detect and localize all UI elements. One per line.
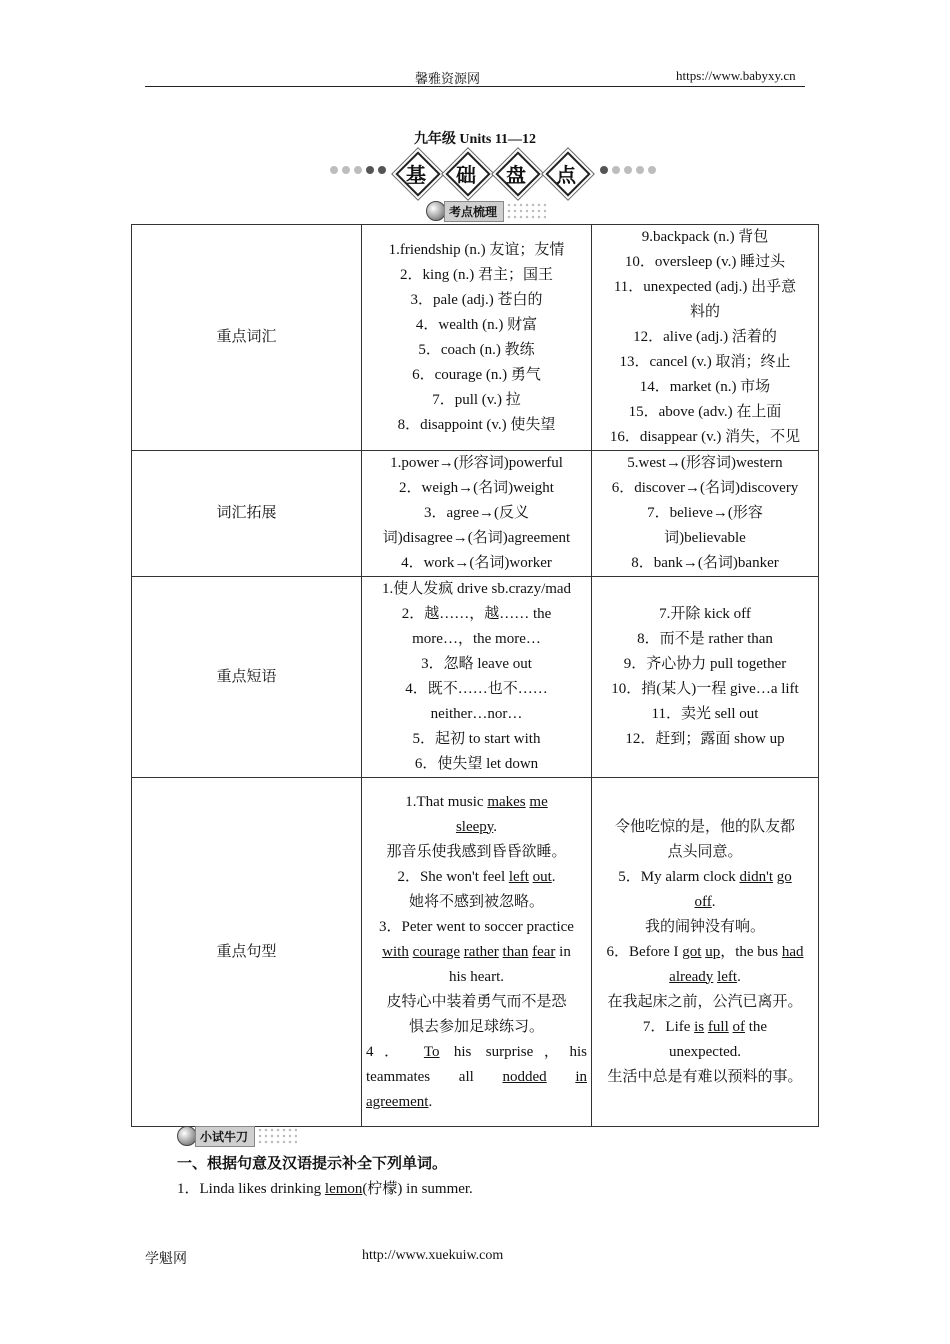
list-item: 12．赶到；露面 show up xyxy=(625,731,785,747)
translation: 皮特心中装着勇气而不是恐 xyxy=(386,993,567,1010)
text: . xyxy=(493,818,498,835)
header-divider xyxy=(145,86,805,87)
list-item: 8．disappoint (v.) 使失望 xyxy=(397,416,556,433)
translation: 在我起床之前，公汽已离开。 xyxy=(607,993,803,1010)
banner-dots-left xyxy=(330,166,386,174)
list-item: 6．courage (n.) 勇气 xyxy=(412,366,541,383)
banner-char: 础 xyxy=(456,163,476,187)
answer-word: got xyxy=(682,943,702,960)
answer-word: go xyxy=(776,868,792,885)
banner-char: 点 xyxy=(556,163,576,187)
exercise-instruction: 一、根据句意及汉语提示补全下列单词。 xyxy=(177,1154,448,1172)
footer-url[interactable]: http://www.xuekuiw.com xyxy=(362,1248,504,1263)
banner-char: 盘 xyxy=(506,163,526,187)
list-item: 7.开除 kick off xyxy=(659,606,751,622)
answer-word: left xyxy=(508,868,529,885)
row-label: 词汇拓展 xyxy=(132,451,362,577)
sentence-line xyxy=(596,1015,814,1040)
answer-word: already xyxy=(669,968,714,985)
list-item: 8．而不是 rather than xyxy=(637,631,773,647)
list-item: 6．discover→(名词)discovery xyxy=(611,480,799,496)
banner-diamond xyxy=(546,152,586,192)
row-label: 重点短语 xyxy=(132,577,362,778)
banner-dot xyxy=(612,166,620,174)
exercise-question xyxy=(177,1177,473,1198)
banner-dot xyxy=(648,166,656,174)
sentences-col-2 xyxy=(592,778,819,1127)
sentence-line xyxy=(366,815,587,840)
answer-word: had xyxy=(781,943,804,960)
list-item: 11．unexpected (adj.) 出乎意 xyxy=(613,279,797,295)
banner-diamond xyxy=(496,152,536,192)
list-item: 1.使人发疯 drive sb.crazy/mad xyxy=(381,581,572,597)
banner-dot xyxy=(354,166,362,174)
header-site-name: 馨雅资源网 xyxy=(415,71,481,86)
translation: 令他吃惊的是，他的队友都 xyxy=(614,818,795,835)
table-row xyxy=(132,451,819,577)
list-item: 3．pale (adj.) 苍白的 xyxy=(410,291,543,308)
sentence-line xyxy=(596,890,814,915)
list-item: 4．wealth (n.) 财富 xyxy=(415,316,538,333)
banner-dot xyxy=(636,166,644,174)
table-row xyxy=(132,225,819,451)
banner-char: 基 xyxy=(406,163,426,187)
list-item: 7．pull (v.) 拉 xyxy=(432,391,521,408)
footer-site-name: 学魁网 xyxy=(145,1252,187,1267)
section-tag-label: 小试牛刀 xyxy=(195,1126,255,1147)
list-item: 2．king (n.) 君主；国王 xyxy=(400,266,553,283)
answer-word: fear xyxy=(532,943,556,960)
stars-decoration xyxy=(506,202,546,220)
answer-word: agreement xyxy=(366,1093,429,1110)
list-item: 13．cancel (v.) 取消；终止 xyxy=(619,354,791,370)
answer-word: with xyxy=(382,943,409,960)
list-item: 5．coach (n.) 教练 xyxy=(418,341,535,358)
answer-word: rather xyxy=(463,943,499,960)
list-item: 4．既不……也不…… xyxy=(405,681,548,697)
phrases-col-2 xyxy=(592,577,819,778)
translation: 惧去参加足球练习。 xyxy=(408,1018,544,1035)
translation: 点头同意。 xyxy=(667,843,743,860)
list-item: 1.power→(形容词)powerful xyxy=(390,455,563,471)
list-item: 8．bank→(名词)banker xyxy=(631,555,779,571)
answer-word: full xyxy=(707,1018,729,1035)
list-item: 14．market (n.) 市场 xyxy=(639,379,771,395)
text: 7．Life xyxy=(642,1018,695,1035)
banner-dot xyxy=(624,166,632,174)
text: . xyxy=(551,868,556,885)
sentence-line: his heart. xyxy=(449,968,504,985)
sentence-line: unexpected. xyxy=(668,1043,742,1060)
text: 4． xyxy=(366,1043,410,1060)
text: 1.That music xyxy=(405,793,488,810)
list-item: 12．alive (adj.) 活着的 xyxy=(633,329,777,345)
list-item: 5.west→(形容词)western xyxy=(627,455,783,471)
banner-dot xyxy=(342,166,350,174)
answer-word: up xyxy=(705,943,721,960)
section-tag-xiaoshi xyxy=(177,1125,297,1147)
list-item: 词)disagree→(名词)agreement xyxy=(382,530,571,546)
text: 6．Before I xyxy=(606,943,683,960)
answer-word: of xyxy=(732,1018,745,1035)
answer-word: didn't xyxy=(739,868,773,885)
row-label: 重点词汇 xyxy=(132,225,362,451)
translation: 生活中总是有难以预料的事。 xyxy=(607,1068,803,1085)
banner-dots-right xyxy=(600,166,656,174)
ball-icon xyxy=(177,1126,197,1146)
list-item: 7．believe→(形容 xyxy=(647,505,763,521)
section-tag-label: 考点梳理 xyxy=(444,201,504,222)
phrases-col-1 xyxy=(362,577,592,778)
sentence-line xyxy=(366,865,587,890)
list-item: neither…nor… xyxy=(430,706,523,722)
answer-word: sleepy xyxy=(455,818,494,835)
row-label: 重点句型 xyxy=(132,778,362,1127)
answer-word: than xyxy=(502,943,529,960)
text: teammates all xyxy=(366,1068,474,1085)
banner-diamond xyxy=(446,152,486,192)
section-banner xyxy=(328,150,660,194)
section-tag-kaodian xyxy=(426,200,546,222)
list-item: 15．above (adv.) 在上面 xyxy=(628,404,782,420)
translation: 她将不感到被忽略。 xyxy=(408,893,544,910)
list-item: more…，the more… xyxy=(412,631,541,647)
list-item: 10．oversleep (v.) 睡过头 xyxy=(624,254,786,270)
text: the xyxy=(745,1018,768,1035)
sentence-line xyxy=(596,940,814,965)
answer-word: out xyxy=(532,868,552,885)
sentence-line xyxy=(596,865,814,890)
list-item: 3．agree→(反义 xyxy=(424,505,529,521)
text: in xyxy=(559,943,571,960)
text: . xyxy=(428,1093,433,1110)
answer-word: off xyxy=(694,893,712,910)
list-item: 4．work→(名词)worker xyxy=(401,555,552,571)
list-item: 9.backpack (n.) 背包 xyxy=(641,229,769,245)
banner-dot xyxy=(330,166,338,174)
list-item: 3．忽略 leave out xyxy=(421,656,532,672)
text: ，the bus xyxy=(720,943,782,960)
banner-dot xyxy=(600,166,608,174)
banner-dot xyxy=(378,166,386,174)
answer-word: makes xyxy=(487,793,526,810)
banner-dot xyxy=(366,166,374,174)
list-item: 2．weigh→(名词)weight xyxy=(399,480,554,496)
text: . xyxy=(711,893,716,910)
text: his surprise，his xyxy=(453,1043,587,1060)
sentence-line xyxy=(366,790,587,815)
banner-diamond xyxy=(396,152,436,192)
answer-word: lemon xyxy=(324,1181,363,1197)
sentence-line xyxy=(366,940,587,965)
sentence-line: 3．Peter went to soccer practice xyxy=(379,918,574,935)
translation: 我的闹钟没有响。 xyxy=(644,918,765,935)
sentence-line xyxy=(596,965,814,990)
text: 1．Linda likes drinking xyxy=(177,1181,325,1197)
list-item: 11．卖光 sell out xyxy=(651,706,759,722)
sentence-line xyxy=(366,1090,587,1115)
list-item: 10．捎(某人)一程 give…a lift xyxy=(611,681,799,697)
summary-table xyxy=(131,224,819,1127)
answer-word: is xyxy=(694,1018,705,1035)
translation: 那音乐使我感到昏昏欲睡。 xyxy=(386,843,567,860)
text: . xyxy=(737,968,741,985)
answer-word: To xyxy=(423,1043,440,1060)
answer-word: in xyxy=(575,1068,587,1085)
expansion-col-1 xyxy=(362,451,592,577)
list-item: 9．齐心协力 pull together xyxy=(623,656,787,672)
sentences-col-1 xyxy=(362,778,592,1127)
list-item: 16．disappear (v.) 消失，不见 xyxy=(609,429,801,445)
vocab-col-1 xyxy=(362,225,592,451)
table-row xyxy=(132,577,819,778)
stars-decoration xyxy=(257,1127,297,1145)
list-item: 1.friendship (n.) 友谊；友情 xyxy=(388,241,565,258)
answer-word: me xyxy=(529,793,548,810)
answer-word: nodded xyxy=(502,1068,547,1085)
ball-icon xyxy=(426,201,446,221)
sentence-line xyxy=(366,1040,587,1065)
list-item: 2．越……，越…… the xyxy=(401,606,552,622)
table-row xyxy=(132,778,819,1127)
vocab-col-2 xyxy=(592,225,819,451)
sentence-line xyxy=(366,1065,587,1090)
answer-word: left xyxy=(717,968,738,985)
expansion-col-2 xyxy=(592,451,819,577)
header-site-url[interactable]: https://www.babyxy.cn xyxy=(676,68,796,83)
list-item: 词)believable xyxy=(664,530,746,546)
answer-word: courage xyxy=(412,943,461,960)
text: 2．She won't feel xyxy=(397,868,509,885)
list-item: 6．使失望 let down xyxy=(414,756,539,772)
text: (柠檬) in summer. xyxy=(362,1181,473,1197)
text: 5．My alarm clock xyxy=(618,868,740,885)
list-item: 料的 xyxy=(689,304,720,320)
unit-title: 九年级 Units 11—12 xyxy=(413,132,537,147)
list-item: 5．起初 to start with xyxy=(412,731,541,747)
